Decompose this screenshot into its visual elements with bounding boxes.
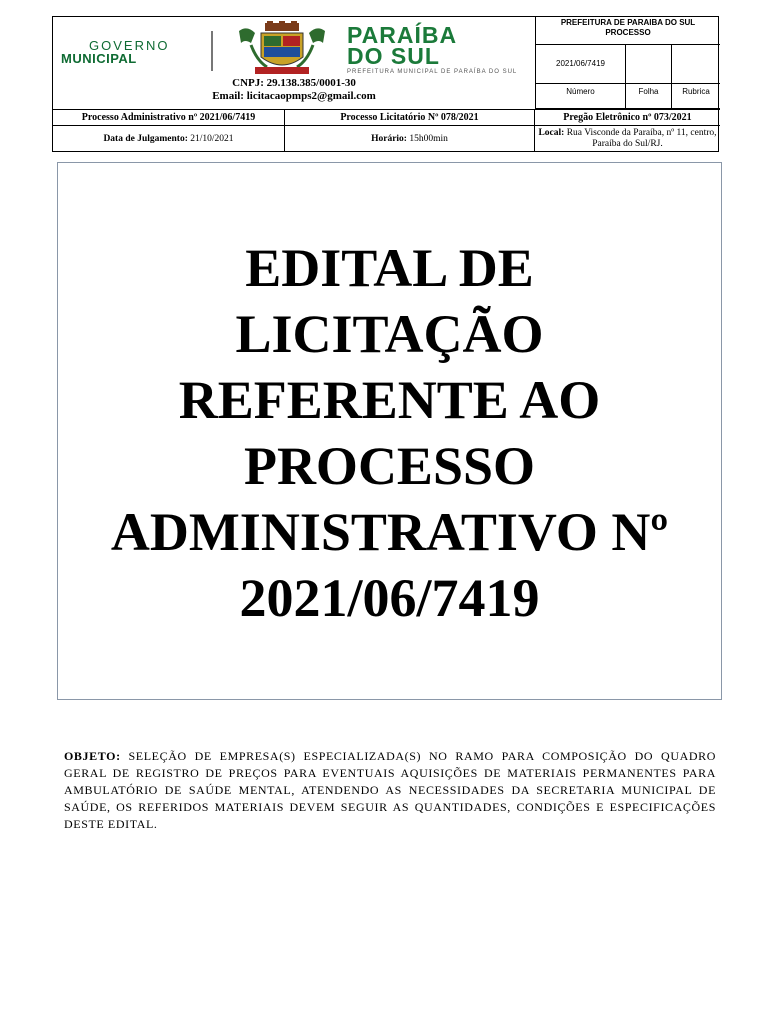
local-label: Local: [538, 128, 565, 138]
title-line: REFERENTE AO [178, 370, 601, 430]
city-logo-line1: PARAÍBA [347, 22, 458, 48]
city-logo-tagline: PREFEITURA MUNICIPAL DE PARAÍBA DO SUL [347, 69, 518, 75]
paraiba-do-sul-logo [347, 22, 527, 75]
data-julgamento [53, 125, 285, 152]
local [535, 125, 720, 152]
header-table [52, 16, 719, 152]
process-number-cell: 2021/06/7419 [535, 45, 626, 83]
folha-cell [626, 45, 672, 83]
gov-logo-line2: MUNICIPAL [61, 51, 137, 66]
page-title [58, 235, 721, 631]
logo-area [53, 17, 535, 109]
processo-label: PROCESSO [605, 28, 651, 37]
objeto-text: SELEÇÃO DE EMPRESA(S) ESPECIALIZADA(S) NO RAMO PARA COMPOSIÇÃO DO QUADRO GERAL DE REGISTRO DE PREÇOS PARA EVENTUAIS AQUISIÇÕES DE MATERIAIS PERMANENTES PARA AMBULATÓRIO DE SAÚDE MENTAL, ATENDENDO AS NECESSIDADES DA SECRETARIA MUNICIPAL DE SAÚDE, OS REFERIDOS MATERIAIS DEVEM SEGUIR AS QUANTIDADES, CONDIÇÕES E ESPECIFICAÇÕES DESTE EDITAL. [64, 749, 716, 831]
city-logo-line2: DO SUL [347, 43, 440, 69]
data-value: 21/10/2021 [190, 134, 234, 144]
email-text: Email: licitacaopmps2@gmail.com [212, 90, 376, 102]
logo-divider [211, 31, 213, 71]
title-line: 2021/06/7419 [239, 568, 540, 628]
pregao-eletronico: Pregão Eletrônico nº 073/2021 [535, 109, 720, 125]
cnpj-block [53, 77, 535, 103]
objeto-label: OBJETO: [64, 749, 121, 763]
horario [285, 125, 535, 152]
title-line: ADMINISTRATIVO Nº [110, 502, 669, 562]
prefeitura-processo-header [535, 17, 720, 45]
prefeitura-label: PREFEITURA DE PARAIBA DO SUL [560, 18, 696, 27]
title-line: LICITAÇÃO [235, 304, 544, 364]
numero-label: Número [535, 83, 626, 109]
rubrica-label: Rubrica [672, 83, 720, 109]
cnpj-text: CNPJ: 29.138.385/0001-30 [232, 77, 356, 89]
data-label: Data de Julgamento: [103, 134, 188, 144]
horario-label: Horário: [371, 134, 407, 144]
title-line: PROCESSO [243, 436, 536, 496]
folha-label: Folha [626, 83, 672, 109]
local-value: Rua Visconde da Paraíba, nº 11, centro, Paraíba do Sul/RJ. [566, 128, 717, 149]
gov-logo-line1: GOVERNO [89, 38, 170, 53]
governo-municipal-logo [61, 39, 185, 79]
objeto-paragraph [64, 748, 716, 833]
rubrica-cell [672, 45, 720, 83]
title-line: EDITAL DE [245, 238, 534, 298]
processo-administrativo: Processo Administrativo nº 2021/06/7419 [53, 109, 285, 125]
city-crest-icon [237, 21, 327, 77]
processo-licitatorio: Processo Licitatório Nº 078/2021 [285, 109, 535, 125]
horario-value: 15h00min [409, 134, 448, 144]
title-box [57, 162, 722, 700]
